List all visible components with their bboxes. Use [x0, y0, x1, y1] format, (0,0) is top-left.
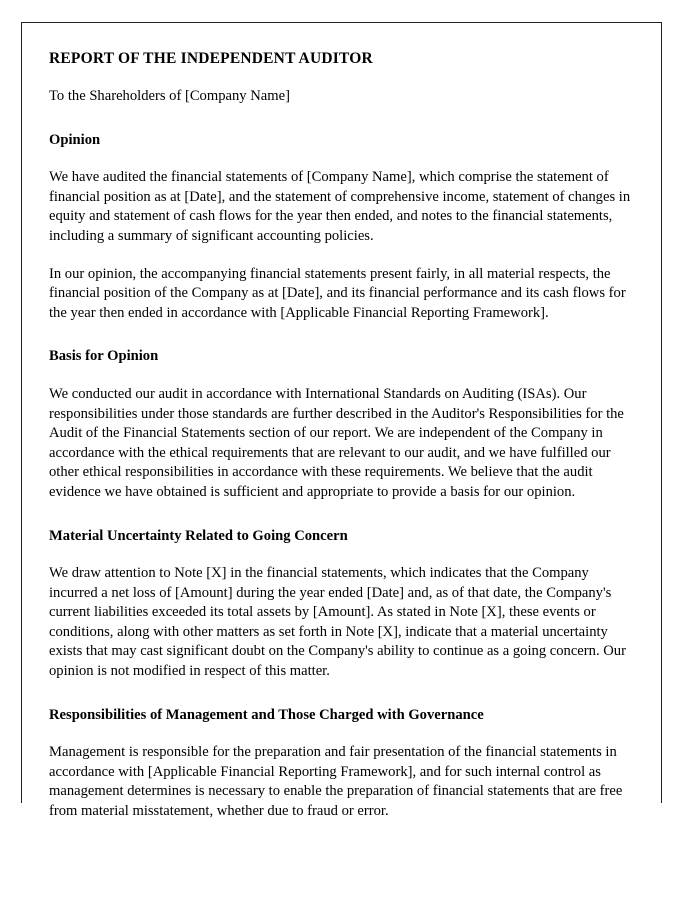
paragraph-basis-for-opinion-1: We conducted our audit in accordance with International Standards on Auditing (ISAs). Our responsibilities under those standards are further described in the Auditor's Responsibilities for the Audit of the Financial Statements section of our report. We are independent of the Company in accordance with the ethical requirements that are relevant to our audit, and we have fulfilled our other ethical responsibilities in accordance with these requirements. We believe that the audit evidence we have obtained is sufficient and appropriate to provide a basis for our opinion.: [49, 385, 624, 500]
section-responsibilities-of-management: [49, 706, 631, 822]
addressee-line: To the Shareholders of [Company Name]: [49, 88, 290, 104]
page-title: REPORT OF THE INDEPENDENT AUDITOR: [49, 50, 373, 67]
section-opinion: [49, 131, 631, 324]
paragraph-opinion-1: We have audited the financial statements of [Company Name], which comprise the statement of financial position as at [Date], and the statement of comprehensive income, statement of changes in equity and statement of cash flows for the year then ended, and notes to the financial statements, including a summary of significant accounting policies.: [49, 169, 631, 244]
section-heading-opinion: Opinion: [49, 131, 101, 148]
section-heading-material-uncertainty: Material Uncertainty Related to Going Concern: [49, 527, 348, 544]
paragraph-responsibilities-of-management-1: Management is responsible for the preparation and fair presentation of the financial statements in accordance with [Applicable Financial Reporting Framework], and for such internal control as management determines is necessary to enable the preparation of financial statements that are free from material misstatement, whether due to fraud or error.: [49, 744, 623, 820]
section-basis-for-opinion: [49, 347, 631, 502]
document-body: [49, 22, 631, 822]
paragraph-opinion-2: In our opinion, the accompanying financial statements present fairly, in all material respects, the financial position of the Company as at [Date], and its financial performance and its cash flows for the year then ended in accordance with [Applicable Financial Reporting Framework].: [49, 265, 626, 321]
section-heading-basis-for-opinion: Basis for Opinion: [49, 348, 159, 365]
section-heading-responsibilities-of-management: Responsibilities of Management and Those Charged with Governance: [49, 706, 484, 723]
section-material-uncertainty: [49, 527, 631, 682]
paragraph-material-uncertainty-1: We draw attention to Note [X] in the financial statements, which indicates that the Company incurred a net loss of [Amount] during the year ended [Date] and, as of that date, the Company's current liabilities exceeded its total assets by [Amount]. As stated in Note [X], these events or conditions, along with other matters as set forth in Note [X], indicate that a material uncertainty exists that may cast significant doubt on the Company's ability to continue as a going concern. Our opinion is not modified in respect of this matter.: [49, 565, 626, 680]
